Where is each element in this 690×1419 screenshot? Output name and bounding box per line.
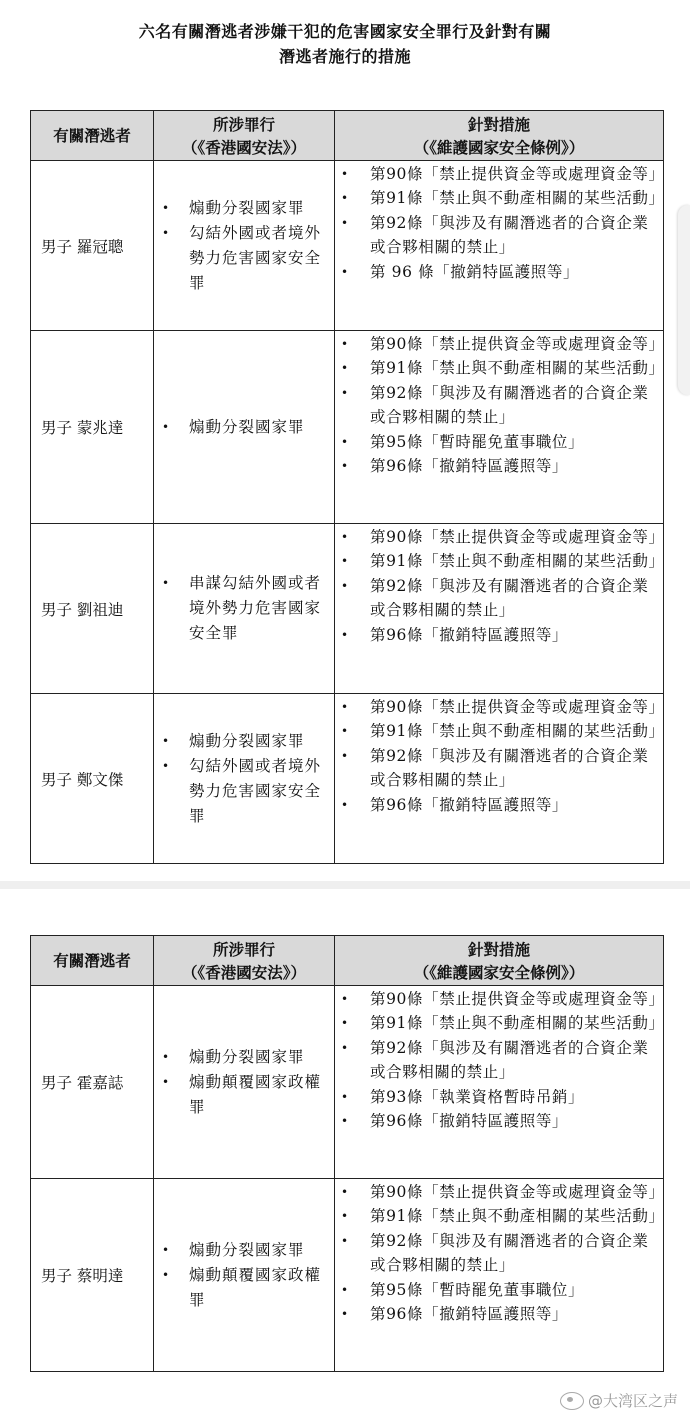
measure-item (341, 987, 665, 1011)
offences-list (154, 1238, 334, 1313)
offences-list (154, 571, 334, 646)
fugitive-name: 男子 羅冠聰 (31, 161, 154, 331)
bullet-icon: • (341, 578, 349, 593)
offence-text: 勾結外國或者境外勢力危害國家安全罪 (189, 223, 322, 292)
measures-list (335, 161, 663, 284)
offences-cell (154, 986, 335, 1179)
measure-text: 第92條「與涉及有關潛逃者的合資企業或合夥相關的禁止」 (370, 1038, 649, 1082)
offence-item (162, 1070, 326, 1120)
header-measures (335, 111, 664, 161)
offences-cell (154, 694, 335, 864)
measure-item (341, 430, 657, 454)
measure-item (341, 549, 665, 573)
offences-list (154, 196, 334, 296)
measure-text: 第91條「禁止與不動產相關的某些活動」 (370, 552, 665, 571)
measure-text: 第95條「暫時罷免董事職位」 (370, 1280, 585, 1299)
offence-text: 煽動分裂國家罪 (189, 731, 305, 750)
bullet-icon: • (341, 1233, 349, 1248)
table-row (31, 524, 664, 694)
measure-text: 第93條「執業資格暫時吊銷」 (370, 1087, 585, 1106)
fugitive-name: 男子 蔡明達 (31, 1179, 154, 1372)
measure-item (341, 186, 665, 210)
measures-cell (335, 331, 664, 524)
measure-item (341, 1180, 665, 1204)
measure-item (341, 574, 657, 623)
measure-text: 第91條「禁止與不動產相關的某些活動」 (370, 722, 665, 741)
measure-text: 第91條「禁止與不動產相關的某些活動」 (370, 1014, 665, 1033)
measure-item (341, 356, 665, 380)
bullet-icon: • (341, 167, 349, 181)
measures-cell (335, 161, 664, 331)
offence-text: 煽動分裂國家罪 (189, 417, 305, 436)
measures-cell (335, 694, 664, 864)
fugitives-table-2 (30, 935, 664, 1372)
bullet-icon: • (162, 1074, 171, 1089)
offences-cell (154, 161, 335, 331)
measure-text: 第96條「撤銷特區護照等」 (370, 457, 569, 476)
measure-text: 第90條「禁止提供資金等或處理資金等」 (370, 990, 665, 1008)
measure-text: 第91條「禁止與不動產相關的某些活動」 (370, 189, 665, 208)
measure-text: 第92條「與涉及有關潛逃者的合資企業或合夥相關的禁止」 (370, 746, 649, 790)
offence-item (162, 415, 326, 440)
table-row (31, 1179, 664, 1372)
measures-cell (335, 524, 664, 694)
offence-text: 勾結外國或者境外勢力危害國家安全罪 (189, 756, 322, 825)
header-offences-title: 所涉罪行 (212, 939, 275, 959)
table-row (31, 694, 664, 864)
offence-item (162, 1263, 326, 1313)
measure-item (341, 381, 657, 430)
header-fugitive: 有關潛逃者 (31, 936, 154, 986)
measure-text: 第96條「撤銷特區護照等」 (370, 1305, 569, 1324)
measure-item (341, 1085, 657, 1109)
measure-text: 第92條「與涉及有關潛逃者的合資企業或合夥相關的禁止」 (370, 1231, 649, 1275)
header-measures-title: 針對措施 (467, 939, 530, 959)
measure-text: 第92條「與涉及有關潛逃者的合資企業或合夥相關的禁止」 (370, 383, 649, 427)
bullet-icon: • (162, 200, 171, 215)
title-line-1: 六名有關潛逃者涉嫌干犯的危害國家安全罪行及針對有關 (138, 22, 552, 41)
measure-item (341, 623, 657, 647)
fugitive-name: 男子 蒙兆達 (31, 331, 154, 524)
offence-text: 煽動顛覆國家政權罪 (189, 1072, 322, 1116)
measure-item (341, 1109, 657, 1133)
bullet-icon: • (341, 700, 349, 714)
offence-item (162, 1238, 326, 1263)
document-title (0, 19, 690, 69)
bullet-icon: • (341, 530, 349, 544)
offence-text: 煽動分裂國家罪 (189, 1047, 305, 1066)
measure-item (341, 332, 665, 356)
measure-text: 第92條「與涉及有關潛逃者的合資企業或合夥相關的禁止」 (370, 213, 649, 257)
measure-item (341, 525, 665, 549)
header-measures-title: 針對措施 (467, 114, 530, 134)
measure-text: 第91條「禁止與不動產相關的某些活動」 (370, 359, 665, 378)
measures-cell (335, 1179, 664, 1372)
bullet-icon: • (162, 1049, 171, 1064)
measure-item (341, 162, 665, 186)
measures-cell (335, 986, 664, 1179)
measure-text: 第96條「撤銷特區護照等」 (370, 625, 569, 644)
bullet-icon: • (341, 361, 349, 376)
measure-item (341, 1229, 657, 1278)
bullet-icon: • (162, 576, 171, 590)
measure-item (341, 260, 657, 284)
offence-text: 煽動顛覆國家政權罪 (189, 1265, 322, 1309)
fugitive-name: 男子 劉祖迪 (31, 524, 154, 694)
header-measures-law: （《維護國家安全條例》） (413, 962, 585, 982)
fugitive-name: 男子 鄭文傑 (31, 694, 154, 864)
offence-item (162, 1045, 326, 1070)
header-offences (154, 111, 335, 161)
bullet-icon: • (341, 385, 349, 400)
bullet-icon: • (341, 1040, 349, 1055)
bullet-icon: • (341, 1089, 349, 1104)
measure-item (341, 1036, 657, 1085)
measure-item (341, 744, 657, 793)
weibo-watermark (560, 1390, 678, 1411)
measures-list (335, 331, 663, 478)
bullet-icon: • (341, 459, 349, 474)
fugitive-name: 男子 霍嘉誌 (31, 986, 154, 1179)
measure-item (341, 1278, 657, 1302)
page-divider (0, 881, 690, 889)
bullet-icon: • (341, 627, 349, 642)
scroll-side-tab[interactable] (678, 205, 690, 395)
offences-list (154, 415, 334, 440)
measure-text: 第90條「禁止提供資金等或處理資金等」 (370, 335, 665, 353)
measure-text: 第96條「撤銷特區護照等」 (370, 795, 569, 814)
title-line-2: 潛逃者施行的措施 (278, 47, 411, 66)
offence-item (162, 729, 326, 754)
bullet-icon: • (341, 797, 349, 812)
bullet-icon: • (162, 225, 171, 240)
offence-text: 煽動分裂國家罪 (189, 1240, 305, 1259)
header-measures (335, 936, 664, 986)
measures-list (335, 524, 663, 647)
measure-item (341, 793, 657, 817)
bullet-icon: • (341, 554, 349, 569)
fugitives-table-1 (30, 110, 664, 864)
bullet-icon: • (162, 1242, 171, 1257)
measures-list (335, 986, 663, 1133)
offence-item (162, 196, 326, 221)
offence-item (162, 754, 326, 829)
measure-text: 第95條「暫時罷免董事職位」 (370, 432, 585, 451)
bullet-icon: • (341, 1209, 349, 1224)
measure-item (341, 719, 665, 743)
weibo-icon (560, 1392, 584, 1410)
table-row (31, 986, 664, 1179)
measure-item (341, 1011, 665, 1035)
bullet-icon: • (162, 1267, 171, 1282)
header-offences (154, 936, 335, 986)
header-fugitive: 有關潛逃者 (31, 111, 154, 161)
bullet-icon: • (341, 1307, 349, 1322)
measure-item (341, 695, 665, 719)
header-offences-title: 所涉罪行 (212, 114, 275, 134)
measure-item (341, 1302, 657, 1326)
bullet-icon: • (341, 748, 349, 763)
offences-cell (154, 524, 335, 694)
bullet-icon: • (341, 1185, 349, 1199)
measures-list (335, 1179, 663, 1326)
watermark-text: @大湾区之声 (587, 1392, 678, 1410)
bullet-icon: • (341, 992, 349, 1006)
bullet-icon: • (341, 1016, 349, 1031)
bullet-icon: • (162, 758, 171, 773)
measure-text: 第90條「禁止提供資金等或處理資金等」 (370, 698, 665, 716)
bullet-icon: • (341, 191, 349, 206)
offences-cell (154, 1179, 335, 1372)
table-row (31, 331, 664, 524)
measure-item (341, 1204, 665, 1228)
offences-list (154, 1045, 334, 1120)
measure-item (341, 211, 657, 260)
bullet-icon: • (341, 337, 349, 351)
bullet-icon: • (341, 724, 349, 739)
measure-text: 第 96 條「撤銷特區護照等」 (370, 262, 580, 281)
bullet-icon: • (341, 1114, 349, 1129)
bullet-icon: • (341, 264, 349, 279)
offences-list (154, 729, 334, 829)
header-offences-law: （《香港國安法》） (181, 962, 306, 982)
measure-text: 第91條「禁止與不動產相關的某些活動」 (370, 1207, 665, 1226)
offences-cell (154, 331, 335, 524)
bullet-icon: • (341, 1282, 349, 1297)
measure-text: 第96條「撤銷特區護照等」 (370, 1112, 569, 1131)
bullet-icon: • (162, 733, 171, 748)
measures-list (335, 694, 663, 817)
measure-item (341, 454, 657, 478)
header-offences-law: （《香港國安法》） (181, 137, 306, 157)
bullet-icon: • (341, 215, 349, 230)
offence-text: 煽動分裂國家罪 (189, 198, 305, 217)
measure-text: 第90條「禁止提供資金等或處理資金等」 (370, 528, 665, 546)
offence-text: 串謀勾結外國或者境外勢力危害國家安全罪 (189, 574, 322, 642)
bullet-icon: • (341, 434, 349, 449)
bullet-icon: • (162, 419, 171, 434)
header-measures-law: （《維護國家安全條例》） (413, 137, 585, 157)
offence-item (162, 221, 326, 296)
table-row (31, 161, 664, 331)
offence-item (162, 571, 326, 646)
measure-text: 第92條「與涉及有關潛逃者的合資企業或合夥相關的禁止」 (370, 576, 649, 620)
measure-text: 第90條「禁止提供資金等或處理資金等」 (370, 165, 665, 183)
measure-text: 第90條「禁止提供資金等或處理資金等」 (370, 1183, 665, 1201)
